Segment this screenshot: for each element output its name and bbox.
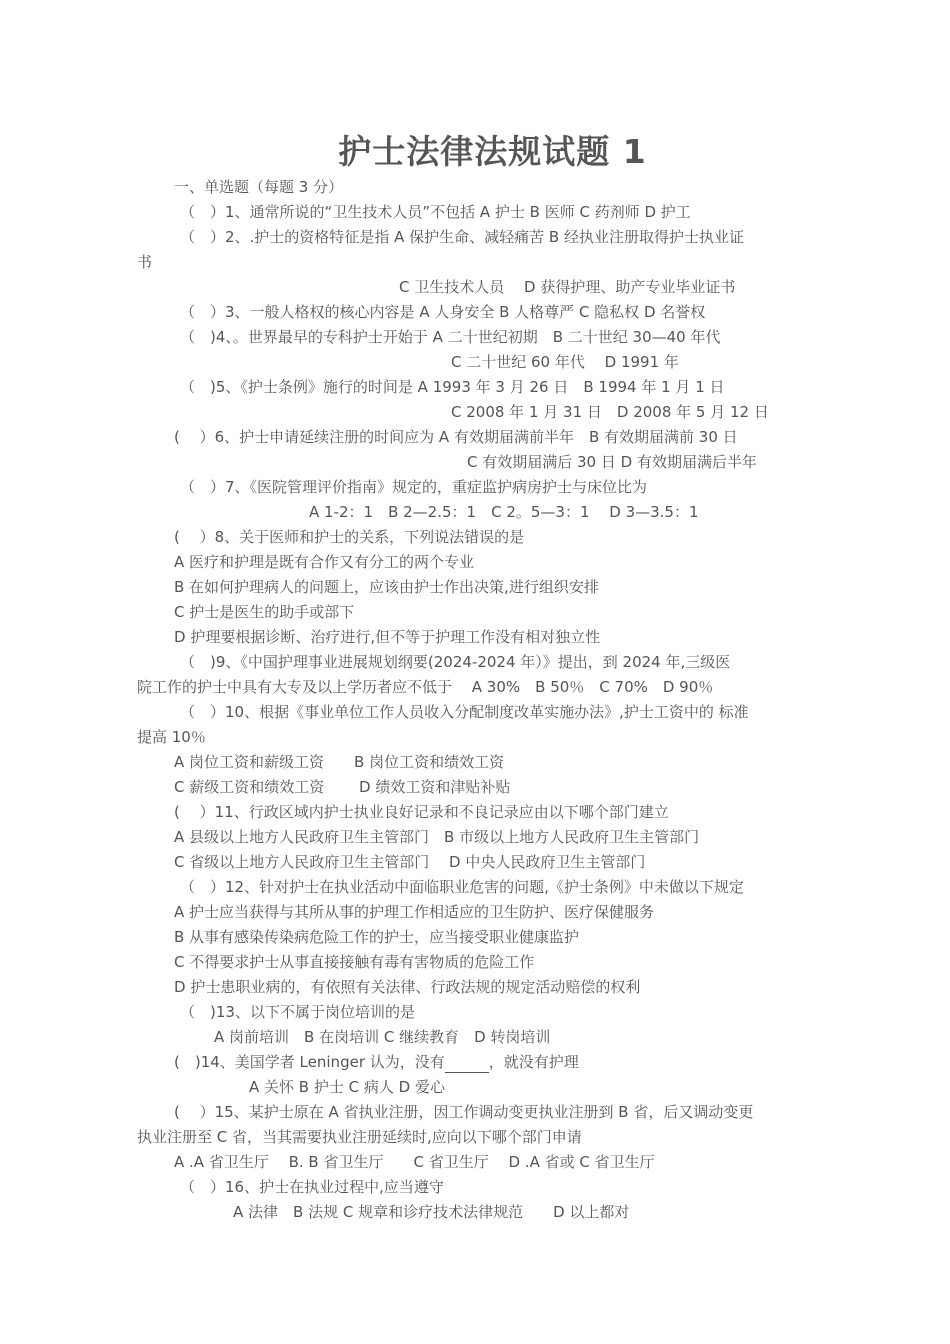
question-5: （ )5、《护士条例》施行的时间是 A 1993 年 3 月 26 日 B 1994 年 1 月 1 日 [180, 378, 725, 396]
section-heading: 一、单选题（每题 3 分） [174, 178, 344, 196]
question-2-options: C 卫生技术人员 D 获得护理、助产专业毕业证书 [399, 278, 736, 296]
question-9: （ )9、《中国护理事业进展规划纲要(2024-2024 年）》提出，到 2024 年,三级医 [180, 653, 731, 671]
question-10-options-ab: A 岗位工资和薪级工资 B 岗位工资和绩效工资 [174, 753, 505, 771]
question-11: ( ）11、行政区域内护士执业良好记录和不良记录应由以下哪个部门建立 [174, 803, 669, 821]
question-16-options: A 法律 B 法规 C 规章和诊疗技术法律规范 D 以上都对 [233, 1203, 630, 1221]
question-3: （ ）3、一般人格权的核心内容是 A 人身安全 B 人格尊严 C 隐私权 D 名誉权 [180, 303, 706, 321]
question-12-option-d: D 护士患职业病的，有依照有关法律、行政法规的规定活动赔偿的权利 [174, 978, 641, 996]
question-10-options-cd: C 薪级工资和绩效工资 D 绩效工资和津贴补贴 [174, 778, 511, 796]
question-6: ( ）6、护士申请延续注册的时间应为 A 有效期届满前半年 B 有效期届满前 30 日 [174, 428, 738, 446]
question-15-options: A .A 省卫生厅 B. B 省卫生厅 C 省卫生厅 D .A 省或 C 省卫生厅 [174, 1153, 655, 1171]
question-14 [174, 1052, 579, 1073]
question-14-stem: ( )14、美国学者 Leninger 认为，没有 [174, 1053, 445, 1071]
answer-blank [445, 1052, 489, 1073]
question-2: （ ）2、.护士的资格特征是指 A 保护生命、减轻痛苦 B 经执业注册取得护士执业证 [180, 228, 744, 246]
question-8-option-d: D 护理要根据诊断、治疗进行,但不等于护理工作没有相对独立性 [174, 628, 601, 646]
question-8-option-b: B 在如何护理病人的问题上，应该由护士作出决策,进行组织安排 [174, 578, 599, 596]
question-4-options: C 二十世纪 60 年代 D 1991 年 [451, 353, 679, 371]
question-14-tail: ，就没有护理 [488, 1053, 579, 1071]
question-10: （ ）10、根据《事业单位工作人员收入分配制度改革实施办法》,护士工资中的 标准 [180, 703, 749, 721]
question-12-option-a: A 护士应当获得与其所从事的护理工作相适应的卫生防护、医疗保健服务 [174, 903, 655, 921]
question-8: ( ）8、关于医师和护士的关系，下列说法错误的是 [174, 528, 525, 546]
question-5-options: C 2008 年 1 月 31 日 D 2008 年 5 月 12 日 [451, 403, 769, 421]
question-12-option-b: B 从事有感染传染病危险工作的护士，应当接受职业健康监护 [174, 928, 580, 946]
question-13: （ )13、以下不属于岗位培训的是 [180, 1003, 415, 1021]
page-title: 护士法律法规试题 1 [338, 132, 647, 171]
question-12: （ ）12、针对护士在执业活动中面临职业危害的问题,《护士条例》中未做以下规定 [180, 878, 744, 896]
question-7-options: A 1-2：1 B 2—2.5：1 C 2。5—3：1 D 3—3.5：1 [309, 503, 699, 521]
question-14-options: A 关怀 B 护士 C 病人 D 爱心 [249, 1078, 445, 1096]
question-13-options: A 岗前培训 B 在岗培训 C 继续教育 D 转岗培训 [214, 1028, 551, 1046]
question-11-options-cd: C 省级以上地方人民政府卫生主管部门 D 中央人民政府卫生主管部门 [174, 853, 646, 871]
question-12-option-c: C 不得要求护士从事直接接触有毒有害物质的危险工作 [174, 953, 535, 971]
question-8-option-c: C 护士是医生的助手或部下 [174, 603, 355, 621]
question-15-wrap: 执业注册至 C 省，当其需要执业注册延续时,应向以下哪个部门申请 [137, 1128, 582, 1146]
question-6-options: C 有效期届满后 30 日 D 有效期届满后半年 [467, 453, 757, 471]
question-4: （ )4、。世界最早的专科护士开始于 A 二十世纪初期 B 二十世纪 30—40 年代 [180, 328, 721, 346]
question-10-wrap: 提高 10％ [137, 728, 206, 746]
question-7: （ ）7、《医院管理评价指南》规定的，重症监护病房护士与床位比为 [180, 478, 648, 496]
question-15: ( ）15、某护士原在 A 省执业注册，因工作调动变更执业注册到 B 省，后又调动变更 [174, 1103, 754, 1121]
question-2-wrap: 书 [137, 253, 153, 271]
question-8-option-a: A 医疗和护理是既有合作又有分工的两个专业 [174, 553, 475, 571]
question-1: （ ）1、通常所说的“卫生技术人员”不包括 A 护士 B 医师 C 药剂师 D 护工 [180, 203, 691, 221]
question-11-options-ab: A 县级以上地方人民政府卫生主管部门 B 市级以上地方人民政府卫生主管部门 [174, 828, 700, 846]
question-9-wrap: 院工作的护士中具有大专及以上学历者应不低于 A 30% B 50％ C 70% D 90％ [137, 678, 714, 696]
question-16: （ ）16、护士在执业过程中,应当遵守 [180, 1178, 444, 1196]
